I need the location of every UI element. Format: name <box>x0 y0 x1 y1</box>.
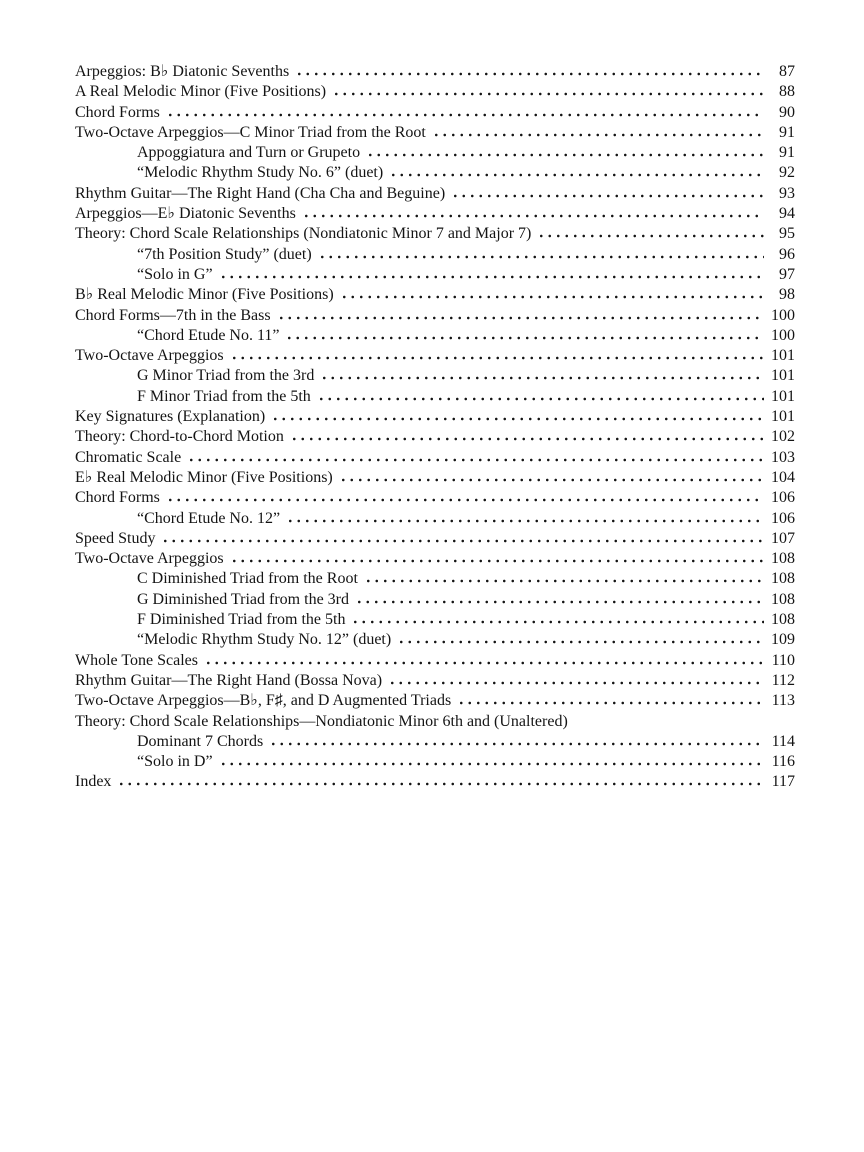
toc-entry-label: F Diminished Triad from the 5th <box>137 611 346 629</box>
toc-entry-page: 108 <box>771 570 795 588</box>
toc-entry-label: “Chord Etude No. 12” <box>137 509 281 527</box>
toc-entry <box>75 143 795 163</box>
toc-entry <box>75 62 795 82</box>
toc-entry-page: 104 <box>771 468 795 486</box>
toc-entry-label: Dominant 7 Chords <box>137 732 264 750</box>
toc-entry <box>75 610 795 630</box>
dot-leader <box>351 620 764 624</box>
toc-entry-page: 98 <box>779 286 795 304</box>
toc-entry <box>75 630 795 650</box>
toc-entry-label: Arpeggios: B♭ Diatonic Sevenths <box>75 63 290 80</box>
toc-entry-label: A Real Melodic Minor (Five Positions) <box>75 83 327 101</box>
toc-entry-label: “7th Position Study” (duet) <box>137 245 312 263</box>
toc-entry-label: Key Signatures (Explanation) <box>75 408 266 426</box>
toc-entry-label: Appoggiatura and Turn or Grupeto <box>137 144 361 162</box>
toc-entry <box>75 529 795 549</box>
toc-entry-label: Whole Tone Scales <box>75 651 198 669</box>
toc-entry-page: 110 <box>771 651 795 669</box>
dot-leader <box>285 336 764 340</box>
dot-leader <box>230 559 764 563</box>
toc-entry-label: E♭ Real Melodic Minor (Five Positions) <box>75 468 333 486</box>
toc-entry-label: Index <box>75 773 112 791</box>
toc-entry-label: Rhythm Guitar—The Right Hand (Cha Cha and Beguine) <box>75 184 446 202</box>
toc-entry-label: B♭ Real Melodic Minor (Five Positions) <box>75 286 334 304</box>
dot-leader <box>320 376 764 380</box>
toc-entry-page: 96 <box>779 245 795 263</box>
toc-entry-label: G Minor Triad from the 3rd <box>137 367 315 385</box>
dot-leader <box>389 173 764 177</box>
toc-entry-label: Theory: Chord Scale Relationships—Nondiatonic Minor 6th and (Unaltered) <box>75 712 568 730</box>
toc-entry-page: 106 <box>771 509 795 527</box>
toc-entry-label: “Solo in D” <box>137 753 213 771</box>
toc-entry <box>75 387 795 407</box>
toc-entry-page: 100 <box>771 326 795 344</box>
dot-leader <box>271 417 764 421</box>
toc-entry-label: Two-Octave Arpeggios—C Minor Triad from the Root <box>75 123 426 141</box>
toc-entry-page: 90 <box>779 103 795 121</box>
toc-entry <box>75 732 795 752</box>
toc-entry <box>75 752 795 772</box>
toc-entry <box>75 163 795 183</box>
toc-entry-page: 101 <box>771 408 795 426</box>
toc-entry-label: “Solo in G” <box>137 265 213 283</box>
toc-entry-page: 101 <box>771 367 795 385</box>
toc-entry-label: Rhythm Guitar—The Right Hand (Bossa Nova) <box>75 671 383 689</box>
toc-entry <box>75 123 795 143</box>
dot-leader <box>355 600 764 604</box>
dot-leader <box>161 539 764 543</box>
dot-leader <box>339 478 764 482</box>
dot-leader <box>388 681 764 685</box>
dot-leader <box>451 194 764 198</box>
toc-entry <box>75 549 795 569</box>
toc-entry-label: G Diminished Triad from the 3rd <box>137 590 349 608</box>
toc-entry <box>75 245 795 265</box>
toc-entry-label: Two-Octave Arpeggios <box>75 347 224 365</box>
dot-leader <box>269 742 764 746</box>
toc-entry-label: Two-Octave Arpeggios <box>75 550 224 568</box>
toc-entry-page: 93 <box>779 184 795 202</box>
toc-entry-label: Arpeggios—E♭ Diatonic Sevenths <box>75 205 296 223</box>
dot-leader <box>230 356 764 360</box>
dot-leader <box>432 133 764 137</box>
toc-entry-page: 95 <box>779 225 795 243</box>
toc-entry <box>75 427 795 447</box>
toc-entry-label: “Melodic Rhythm Study No. 12” (duet) <box>137 631 392 649</box>
dot-leader <box>295 72 764 76</box>
dot-leader <box>286 519 764 523</box>
dot-leader <box>537 234 764 238</box>
toc-entry <box>75 651 795 671</box>
toc-entry-label: “Melodic Rhythm Study No. 6” (duet) <box>137 164 384 182</box>
toc-entry-label: Chord Forms <box>75 103 160 121</box>
dot-leader <box>277 316 764 320</box>
dot-leader <box>166 498 764 502</box>
toc-entry-page: 91 <box>779 123 795 141</box>
toc-entry <box>75 407 795 427</box>
toc-entry-label: Theory: Chord Scale Relationships (Nondiatonic Minor 7 and Major 7) <box>75 225 532 243</box>
toc-entry <box>75 691 795 711</box>
toc-entry-page: 116 <box>771 753 795 771</box>
dot-leader <box>340 295 764 299</box>
toc-entry-label: F Minor Triad from the 5th <box>137 387 311 405</box>
toc-entry-page: 107 <box>771 529 795 547</box>
toc-list <box>75 62 795 793</box>
toc-entry <box>75 448 795 468</box>
toc-entry <box>75 366 795 386</box>
toc-entry-page: 100 <box>771 306 795 324</box>
toc-entry-page: 114 <box>771 732 795 750</box>
toc-entry <box>75 306 795 326</box>
toc-entry <box>75 103 795 123</box>
toc-entry-page: 117 <box>771 773 795 791</box>
toc-entry-label: Speed Study <box>75 529 156 547</box>
dot-leader <box>457 701 764 705</box>
dot-leader <box>117 782 764 786</box>
toc-entry <box>75 569 795 589</box>
toc-entry-page: 113 <box>771 692 795 710</box>
toc-entry-page: 108 <box>771 550 795 568</box>
toc-entry <box>75 488 795 508</box>
toc-entry-label: Theory: Chord-to-Chord Motion <box>75 428 284 446</box>
dot-leader <box>397 640 764 644</box>
dot-leader <box>187 458 764 462</box>
toc-entry-page: 108 <box>771 590 795 608</box>
toc-entry <box>75 671 795 691</box>
toc-entry-page: 94 <box>779 205 795 223</box>
toc-entry-label: Chromatic Scale <box>75 448 182 466</box>
dot-leader <box>219 762 764 766</box>
toc-entry-page: 101 <box>771 347 795 365</box>
toc-entry <box>75 712 795 732</box>
toc-entry-page: 87 <box>779 63 795 80</box>
dot-leader <box>204 661 764 665</box>
toc-entry <box>75 326 795 346</box>
toc-entry-page: 97 <box>779 265 795 283</box>
dot-leader <box>219 275 764 279</box>
toc-entry-label: “Chord Etude No. 11” <box>137 326 280 344</box>
toc-entry <box>75 265 795 285</box>
toc-entry <box>75 224 795 244</box>
toc-entry-page: 109 <box>771 631 795 649</box>
toc-entry <box>75 468 795 488</box>
dot-leader <box>366 153 764 157</box>
toc-entry <box>75 346 795 366</box>
toc-entry-label: Chord Forms <box>75 489 160 507</box>
toc-entry <box>75 772 795 792</box>
dot-leader <box>364 579 764 583</box>
toc-entry <box>75 204 795 224</box>
dot-leader <box>332 92 764 96</box>
toc-entry-page: 101 <box>771 387 795 405</box>
toc-entry <box>75 590 795 610</box>
toc-entry-page: 92 <box>779 164 795 182</box>
toc-entry-page: 91 <box>779 144 795 162</box>
toc-entry-page: 102 <box>771 428 795 446</box>
toc-entry <box>75 509 795 529</box>
toc-entry-page: 108 <box>771 611 795 629</box>
toc-entry-page: 88 <box>779 83 795 101</box>
dot-leader <box>318 255 764 259</box>
toc-entry-label: Two-Octave Arpeggios—B♭, F♯, and D Augmented Triads <box>75 692 452 710</box>
toc-entry <box>75 82 795 102</box>
toc-entry-label: Chord Forms—7th in the Bass <box>75 306 271 324</box>
dot-leader <box>290 437 764 441</box>
toc-entry-label: C Diminished Triad from the Root <box>137 570 358 588</box>
toc-entry-page: 112 <box>771 671 795 689</box>
dot-leader <box>166 113 764 117</box>
dot-leader <box>302 214 764 218</box>
toc-entry <box>75 184 795 204</box>
toc-entry-page: 106 <box>771 489 795 507</box>
toc-entry <box>75 285 795 305</box>
dot-leader <box>317 397 764 401</box>
toc-entry-page: 103 <box>771 448 795 466</box>
